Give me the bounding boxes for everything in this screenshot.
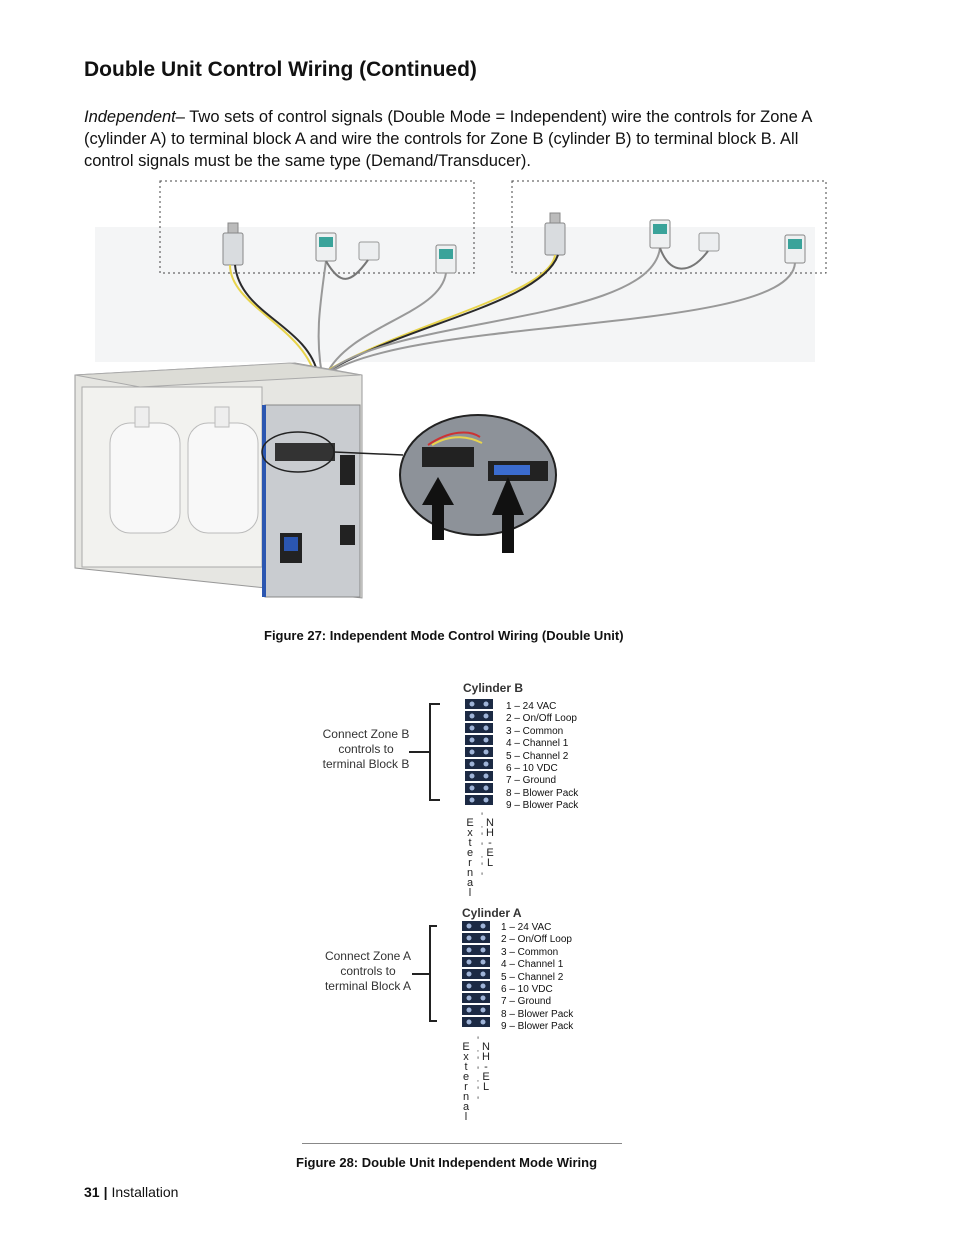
terminal-label: 7 – Ground [501, 996, 552, 1008]
vertical-char: H [486, 827, 494, 839]
vertical-char: E [486, 847, 494, 859]
vertical-char: H [482, 1051, 490, 1063]
vertical-char: x [467, 827, 473, 839]
bracket [430, 926, 437, 1021]
vertical-char: n [462, 1091, 470, 1103]
external-vertical-label [465, 818, 475, 898]
zone-a-label-line: terminal Block A [324, 979, 412, 993]
page-title: Double Unit Control Wiring (Continued) [84, 58, 477, 81]
vertical-char: N [482, 1041, 490, 1053]
cylinder-b-icon [110, 407, 180, 533]
divider-dashes: ' · ' ' · ' ' [476, 1035, 480, 1107]
vertical-char: E [462, 1041, 470, 1053]
humidifier-cabinet [75, 363, 362, 598]
sensor-box-icon [359, 242, 379, 260]
page-footer [84, 1184, 178, 1200]
thermostat-icon [316, 233, 336, 261]
terminal-label: 8 – Blower Pack [506, 787, 579, 799]
figure-28-caption: Figure 28: Double Unit Independent Mode Wiring [296, 1155, 598, 1170]
vertical-char: n [466, 867, 474, 879]
terminal-label: 4 – Channel 1 [501, 959, 564, 971]
zone-a-label-line: Connect Zone A [324, 949, 412, 963]
sensor-box-icon [699, 233, 719, 251]
vertical-char: - [488, 837, 492, 849]
vertical-char: t [468, 837, 472, 849]
thermostat-icon [785, 235, 805, 263]
thermostat-icon [650, 220, 670, 248]
terminal-label: 5 – Channel 2 [501, 971, 564, 983]
terminal-block-a [402, 919, 497, 1039]
vertical-char: l [468, 887, 472, 899]
vertical-char: E [466, 817, 474, 829]
terminal-label: 8 – Blower Pack [501, 1008, 574, 1020]
terminal-label: 5 – Channel 2 [506, 750, 569, 762]
intro-text: – Two sets of control signals (Double Mode = Independent) wire the controls for Zone A (cylinder A) to terminal block A and wire the controls for Zone B (cylinder B) to terminal block B. All control signals must be the same type (Demand/Transducer). [84, 108, 812, 170]
vertical-char: N [486, 817, 494, 829]
sensor-icon [545, 213, 565, 255]
vertical-char: a [466, 877, 474, 889]
terminal-label: 6 – 10 VDC [501, 984, 553, 996]
zone-b-label-line: Connect Zone B [322, 727, 410, 741]
terminal-label: 3 – Common [506, 725, 564, 737]
vertical-char: a [462, 1101, 470, 1113]
cylinder-b-title: Cylinder B [463, 681, 524, 695]
vertical-char: - [484, 1061, 488, 1073]
page-number: 31 [84, 1184, 100, 1200]
bracket [430, 704, 440, 800]
terminal-label: 6 – 10 VDC [506, 763, 558, 775]
vertical-char: e [466, 847, 474, 859]
footer-separator: | [103, 1184, 108, 1200]
cylinder-a-terminal-list [501, 922, 573, 1034]
figure-27-illustration [70, 175, 840, 615]
zone-b-label-line: controls to [338, 742, 394, 756]
zone-a-label-line: controls to [340, 964, 396, 978]
terminal-screws [465, 699, 493, 805]
terminal-label: 4 – Channel 1 [506, 738, 569, 750]
vertical-char: L [482, 1081, 490, 1093]
thermostat-icon [436, 245, 456, 273]
cylinder-b-terminal-list [506, 701, 578, 813]
footer-section: Installation [111, 1184, 179, 1200]
divider-dashes: ' · ' ' · ' ' [480, 811, 484, 883]
vertical-char: E [482, 1071, 490, 1083]
vertical-char: l [464, 1111, 468, 1123]
nh-el-vertical-label [481, 1042, 491, 1092]
terminal-detail-zoom [400, 415, 556, 535]
terminal-label: 1 – 24 VAC [501, 922, 552, 933]
figure-27-caption: Figure 27: Independent Mode Control Wiring (Double Unit) [264, 628, 624, 643]
external-vertical-label [461, 1042, 471, 1122]
figure-28-divider [302, 1143, 622, 1144]
terminal-label: 2 – On/Off Loop [501, 934, 572, 946]
vertical-char: x [463, 1051, 469, 1063]
terminal-label: 3 – Common [501, 946, 559, 958]
cylinder-a-title: Cylinder A [462, 906, 522, 920]
terminal-label: 9 – Blower Pack [501, 1021, 574, 1033]
terminal-label: 9 – Blower Pack [506, 800, 579, 812]
intro-lead: Independent [84, 108, 176, 126]
vertical-char: t [464, 1061, 468, 1073]
vertical-char: e [462, 1071, 470, 1083]
zone-b-label-line: terminal Block B [322, 757, 410, 771]
terminal-label: 7 – Ground [506, 775, 557, 787]
vertical-char: r [468, 857, 472, 869]
vertical-char: r [464, 1081, 468, 1093]
intro-paragraph [84, 106, 844, 172]
terminal-screws [462, 921, 490, 1027]
vertical-char: L [486, 857, 494, 869]
terminal-label: 2 – On/Off Loop [506, 713, 577, 725]
terminal-block-b [405, 697, 500, 817]
cylinder-a-icon [188, 407, 258, 533]
nh-el-vertical-label [485, 818, 495, 868]
terminal-label: 1 – 24 VAC [506, 701, 557, 712]
